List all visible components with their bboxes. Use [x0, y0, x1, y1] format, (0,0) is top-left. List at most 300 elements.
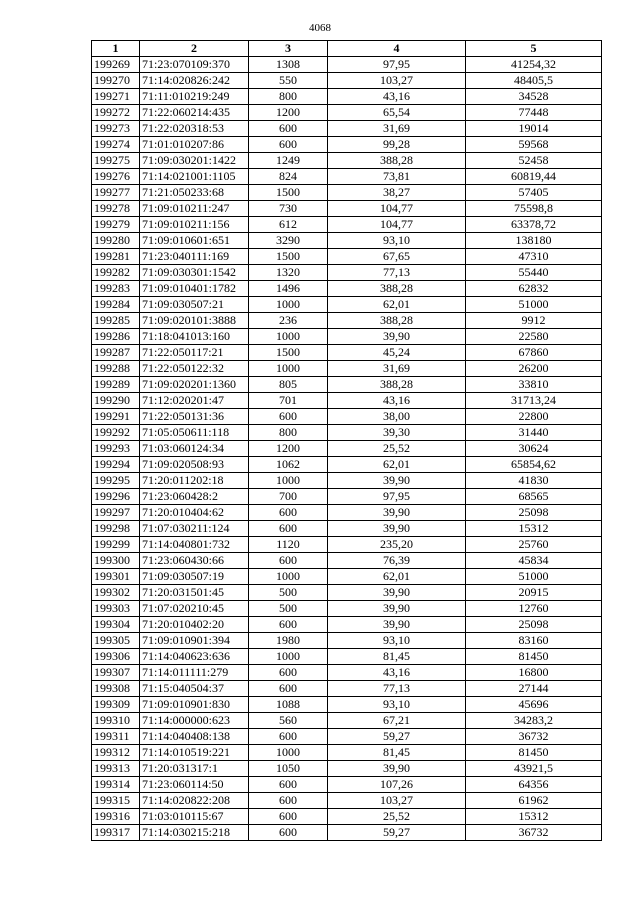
table-cell-col-4: 93,10 [328, 697, 466, 713]
table-cell-col-1: 199291 [92, 409, 140, 425]
table-cell-col-5: 34528 [466, 89, 602, 105]
table-cell-col-3: 1200 [249, 441, 328, 457]
table-cell-col-2: 71:23:070109:370 [140, 57, 249, 73]
table-cell-col-1: 199270 [92, 73, 140, 89]
table-row [92, 185, 602, 201]
table-cell-col-4: 43,16 [328, 665, 466, 681]
table-cell-col-3: 600 [249, 681, 328, 697]
table-cell-col-2: 71:22:050131:36 [140, 409, 249, 425]
table-row [92, 697, 602, 713]
table-cell-col-5: 12760 [466, 601, 602, 617]
table-cell-col-2: 71:01:010207:86 [140, 137, 249, 153]
table-cell-col-2: 71:14:030215:218 [140, 825, 249, 841]
table-cell-col-1: 199310 [92, 713, 140, 729]
table-cell-col-4: 31,69 [328, 361, 466, 377]
table-cell-col-4: 104,77 [328, 201, 466, 217]
table-cell-col-5: 68565 [466, 489, 602, 505]
column-header-1: 1 [92, 41, 140, 57]
table-cell-col-1: 199312 [92, 745, 140, 761]
table-cell-col-1: 199303 [92, 601, 140, 617]
table-cell-col-3: 1980 [249, 633, 328, 649]
table-cell-col-1: 199279 [92, 217, 140, 233]
table-row [92, 713, 602, 729]
table-cell-col-5: 51000 [466, 569, 602, 585]
table-cell-col-2: 71:09:010211:247 [140, 201, 249, 217]
table-cell-col-4: 67,21 [328, 713, 466, 729]
table-cell-col-1: 199314 [92, 777, 140, 793]
table-cell-col-3: 1000 [249, 569, 328, 585]
table-cell-col-5: 67860 [466, 345, 602, 361]
table-cell-col-2: 71:03:060124:34 [140, 441, 249, 457]
table-cell-col-5: 36732 [466, 729, 602, 745]
table-cell-col-3: 600 [249, 809, 328, 825]
table-cell-col-3: 600 [249, 825, 328, 841]
table-cell-col-1: 199288 [92, 361, 140, 377]
table-cell-col-4: 39,90 [328, 505, 466, 521]
table-cell-col-5: 26200 [466, 361, 602, 377]
table-cell-col-1: 199305 [92, 633, 140, 649]
table-cell-col-2: 71:07:030211:124 [140, 521, 249, 537]
table-cell-col-1: 199299 [92, 537, 140, 553]
table-cell-col-5: 15312 [466, 809, 602, 825]
table-cell-col-1: 199271 [92, 89, 140, 105]
table-row [92, 809, 602, 825]
table-cell-col-5: 15312 [466, 521, 602, 537]
table-row [92, 57, 602, 73]
table-row [92, 73, 602, 89]
table-row [92, 585, 602, 601]
table-cell-col-5: 20915 [466, 585, 602, 601]
table-cell-col-2: 71:09:010901:830 [140, 697, 249, 713]
table-cell-col-5: 83160 [466, 633, 602, 649]
table-cell-col-4: 81,45 [328, 649, 466, 665]
table-cell-col-3: 800 [249, 425, 328, 441]
table-cell-col-1: 199293 [92, 441, 140, 457]
table-cell-col-4: 73,81 [328, 169, 466, 185]
table-cell-col-4: 388,28 [328, 153, 466, 169]
table-cell-col-1: 199297 [92, 505, 140, 521]
table-cell-col-1: 199274 [92, 137, 140, 153]
table-cell-col-2: 71:14:020822:208 [140, 793, 249, 809]
table-cell-col-4: 388,28 [328, 281, 466, 297]
table-cell-col-1: 199290 [92, 393, 140, 409]
table-cell-col-4: 388,28 [328, 313, 466, 329]
table-cell-col-3: 1000 [249, 745, 328, 761]
table-cell-col-5: 48405,5 [466, 73, 602, 89]
table-row [92, 537, 602, 553]
table-cell-col-2: 71:22:050122:32 [140, 361, 249, 377]
table-cell-col-2: 71:14:020826:242 [140, 73, 249, 89]
table-cell-col-3: 1000 [249, 329, 328, 345]
table-cell-col-2: 71:22:050117:21 [140, 345, 249, 361]
table-cell-col-1: 199286 [92, 329, 140, 345]
table-cell-col-2: 71:09:030201:1422 [140, 153, 249, 169]
table-cell-col-3: 1050 [249, 761, 328, 777]
table-row [92, 425, 602, 441]
table-cell-col-4: 81,45 [328, 745, 466, 761]
page-number: 4068 [309, 22, 331, 34]
table-row [92, 633, 602, 649]
table-cell-col-4: 31,69 [328, 121, 466, 137]
table-cell-col-4: 45,24 [328, 345, 466, 361]
table-cell-col-5: 34283,2 [466, 713, 602, 729]
table-cell-col-1: 199272 [92, 105, 140, 121]
table-cell-col-3: 1000 [249, 361, 328, 377]
table-cell-col-5: 27144 [466, 681, 602, 697]
table-cell-col-3: 730 [249, 201, 328, 217]
table-cell-col-2: 71:09:020201:1360 [140, 377, 249, 393]
table-cell-col-2: 71:09:020508:93 [140, 457, 249, 473]
table-cell-col-5: 75598,8 [466, 201, 602, 217]
table-cell-col-3: 1496 [249, 281, 328, 297]
table-cell-col-2: 71:09:010401:1782 [140, 281, 249, 297]
table-cell-col-5: 81450 [466, 649, 602, 665]
table-cell-col-2: 71:14:021001:1105 [140, 169, 249, 185]
table-cell-col-1: 199273 [92, 121, 140, 137]
table-cell-col-4: 388,28 [328, 377, 466, 393]
table-cell-col-3: 1500 [249, 185, 328, 201]
table-cell-col-3: 1000 [249, 297, 328, 313]
table-cell-col-3: 1500 [249, 345, 328, 361]
table-row [92, 297, 602, 313]
table-cell-col-1: 199313 [92, 761, 140, 777]
table-cell-col-4: 43,16 [328, 393, 466, 409]
table-cell-col-2: 71:23:060430:66 [140, 553, 249, 569]
table-row [92, 681, 602, 697]
table-row [92, 505, 602, 521]
table-cell-col-4: 39,30 [328, 425, 466, 441]
table-cell-col-4: 99,28 [328, 137, 466, 153]
table-row [92, 441, 602, 457]
table-cell-col-4: 62,01 [328, 457, 466, 473]
table-cell-col-1: 199287 [92, 345, 140, 361]
table-cell-col-3: 600 [249, 777, 328, 793]
table-cell-col-5: 51000 [466, 297, 602, 313]
table-cell-col-1: 199309 [92, 697, 140, 713]
table-cell-col-2: 71:09:030507:21 [140, 297, 249, 313]
table-cell-col-5: 25098 [466, 505, 602, 521]
table-row [92, 153, 602, 169]
table-cell-col-4: 59,27 [328, 729, 466, 745]
table-cell-col-2: 71:03:010115:67 [140, 809, 249, 825]
table-cell-col-5: 22580 [466, 329, 602, 345]
table-row [92, 665, 602, 681]
table-cell-col-4: 97,95 [328, 57, 466, 73]
table-cell-col-4: 76,39 [328, 553, 466, 569]
table-cell-col-5: 64356 [466, 777, 602, 793]
table-cell-col-3: 600 [249, 121, 328, 137]
table-cell-col-1: 199296 [92, 489, 140, 505]
table-cell-col-3: 1308 [249, 57, 328, 73]
table-cell-col-4: 39,90 [328, 601, 466, 617]
table-cell-col-3: 600 [249, 793, 328, 809]
table-cell-col-2: 71:23:060428:2 [140, 489, 249, 505]
table-row [92, 265, 602, 281]
table-cell-col-2: 71:22:060214:435 [140, 105, 249, 121]
table-cell-col-3: 824 [249, 169, 328, 185]
table-row [92, 521, 602, 537]
table-cell-col-3: 1062 [249, 457, 328, 473]
table-cell-col-1: 199300 [92, 553, 140, 569]
table-cell-col-4: 235,20 [328, 537, 466, 553]
table-cell-col-4: 39,90 [328, 761, 466, 777]
table-cell-col-5: 47310 [466, 249, 602, 265]
table-cell-col-2: 71:20:010402:20 [140, 617, 249, 633]
table-cell-col-4: 93,10 [328, 233, 466, 249]
table-row [92, 761, 602, 777]
table-cell-col-5: 62832 [466, 281, 602, 297]
table-cell-col-4: 59,27 [328, 825, 466, 841]
table-cell-col-5: 61962 [466, 793, 602, 809]
table-row [92, 377, 602, 393]
table-cell-col-3: 600 [249, 617, 328, 633]
table-cell-col-2: 71:09:010901:394 [140, 633, 249, 649]
table-cell-col-2: 71:12:020201:47 [140, 393, 249, 409]
table-cell-col-1: 199315 [92, 793, 140, 809]
table-cell-col-3: 3290 [249, 233, 328, 249]
table-row [92, 281, 602, 297]
table-cell-col-3: 550 [249, 73, 328, 89]
table-cell-col-4: 103,27 [328, 793, 466, 809]
table-cell-col-2: 71:15:040504:37 [140, 681, 249, 697]
table-cell-col-1: 199276 [92, 169, 140, 185]
table-row [92, 393, 602, 409]
table-row [92, 457, 602, 473]
table-row [92, 169, 602, 185]
table-cell-col-5: 41830 [466, 473, 602, 489]
table-cell-col-2: 71:07:020210:45 [140, 601, 249, 617]
table-cell-col-1: 199281 [92, 249, 140, 265]
table-cell-col-3: 701 [249, 393, 328, 409]
table-cell-col-4: 97,95 [328, 489, 466, 505]
table-cell-col-5: 22800 [466, 409, 602, 425]
table-cell-col-5: 60819,44 [466, 169, 602, 185]
table-cell-col-1: 199284 [92, 297, 140, 313]
table-row [92, 617, 602, 633]
table-cell-col-2: 71:09:030507:19 [140, 569, 249, 585]
table-cell-col-2: 71:14:040623:636 [140, 649, 249, 665]
table-cell-col-1: 199302 [92, 585, 140, 601]
table-row [92, 89, 602, 105]
table-cell-col-1: 199269 [92, 57, 140, 73]
table-row [92, 777, 602, 793]
table-row [92, 361, 602, 377]
table-cell-col-5: 19014 [466, 121, 602, 137]
column-header-5: 5 [466, 41, 602, 57]
table-cell-col-3: 1120 [249, 537, 328, 553]
column-header-4: 4 [328, 41, 466, 57]
table-row [92, 473, 602, 489]
table-row [92, 569, 602, 585]
table-cell-col-3: 600 [249, 521, 328, 537]
table-cell-col-2: 71:22:020318:53 [140, 121, 249, 137]
table-cell-col-5: 36732 [466, 825, 602, 841]
table-body [92, 57, 602, 841]
table-cell-col-3: 600 [249, 505, 328, 521]
table-cell-col-3: 600 [249, 665, 328, 681]
table-cell-col-4: 104,77 [328, 217, 466, 233]
table-cell-col-1: 199282 [92, 265, 140, 281]
table-cell-col-3: 600 [249, 137, 328, 153]
table-cell-col-1: 199308 [92, 681, 140, 697]
table-cell-col-1: 199292 [92, 425, 140, 441]
table-cell-col-1: 199277 [92, 185, 140, 201]
table-cell-col-2: 71:21:050233:68 [140, 185, 249, 201]
table-cell-col-2: 71:23:040111:169 [140, 249, 249, 265]
table-cell-col-4: 65,54 [328, 105, 466, 121]
table-cell-col-4: 107,26 [328, 777, 466, 793]
table-cell-col-1: 199316 [92, 809, 140, 825]
table-cell-col-5: 16800 [466, 665, 602, 681]
table-cell-col-3: 1200 [249, 105, 328, 121]
table-row [92, 649, 602, 665]
table-row [92, 249, 602, 265]
table-row [92, 745, 602, 761]
table-cell-col-2: 71:18:041013:160 [140, 329, 249, 345]
table-cell-col-1: 199306 [92, 649, 140, 665]
table-cell-col-1: 199294 [92, 457, 140, 473]
table-cell-col-4: 39,90 [328, 521, 466, 537]
table-row [92, 121, 602, 137]
table-cell-col-1: 199298 [92, 521, 140, 537]
table-cell-col-1: 199285 [92, 313, 140, 329]
table-cell-col-5: 45834 [466, 553, 602, 569]
table-cell-col-5: 52458 [466, 153, 602, 169]
table-cell-col-1: 199283 [92, 281, 140, 297]
table-cell-col-3: 700 [249, 489, 328, 505]
table-cell-col-2: 71:11:010219:249 [140, 89, 249, 105]
table-cell-col-2: 71:14:040408:138 [140, 729, 249, 745]
table-cell-col-2: 71:09:010601:651 [140, 233, 249, 249]
table-cell-col-1: 199278 [92, 201, 140, 217]
table-row [92, 233, 602, 249]
table-cell-col-5: 41254,32 [466, 57, 602, 73]
table-cell-col-3: 800 [249, 89, 328, 105]
table-cell-col-3: 500 [249, 601, 328, 617]
table-cell-col-4: 62,01 [328, 569, 466, 585]
table-cell-col-3: 805 [249, 377, 328, 393]
table-cell-col-3: 600 [249, 729, 328, 745]
table-cell-col-5: 31440 [466, 425, 602, 441]
table-cell-col-2: 71:14:011111:279 [140, 665, 249, 681]
table-header-row [92, 41, 602, 57]
table-row [92, 601, 602, 617]
table-cell-col-4: 39,90 [328, 329, 466, 345]
table-cell-col-1: 199304 [92, 617, 140, 633]
table-cell-col-3: 560 [249, 713, 328, 729]
table-cell-col-4: 77,13 [328, 681, 466, 697]
table-cell-col-5: 43921,5 [466, 761, 602, 777]
table-cell-col-5: 57405 [466, 185, 602, 201]
table-cell-col-2: 71:09:010211:156 [140, 217, 249, 233]
table-row [92, 313, 602, 329]
table-cell-col-2: 71:20:031317:1 [140, 761, 249, 777]
table-cell-col-4: 77,13 [328, 265, 466, 281]
table-cell-col-3: 236 [249, 313, 328, 329]
table-cell-col-5: 25760 [466, 537, 602, 553]
table-cell-col-2: 71:09:020101:3888 [140, 313, 249, 329]
column-header-3: 3 [249, 41, 328, 57]
table-cell-col-4: 39,90 [328, 585, 466, 601]
table-cell-col-1: 199317 [92, 825, 140, 841]
table-cell-col-2: 71:14:040801:732 [140, 537, 249, 553]
table-cell-col-3: 1000 [249, 473, 328, 489]
table-cell-col-1: 199311 [92, 729, 140, 745]
table-cell-col-4: 25,52 [328, 809, 466, 825]
table-cell-col-4: 62,01 [328, 297, 466, 313]
table-row [92, 553, 602, 569]
table-row [92, 201, 602, 217]
table-cell-col-5: 9912 [466, 313, 602, 329]
table-cell-col-4: 38,27 [328, 185, 466, 201]
table-cell-col-4: 67,65 [328, 249, 466, 265]
table-row [92, 105, 602, 121]
table-row [92, 137, 602, 153]
table-row [92, 729, 602, 745]
table-cell-col-4: 43,16 [328, 89, 466, 105]
table-cell-col-2: 71:14:010519:221 [140, 745, 249, 761]
table-cell-col-1: 199275 [92, 153, 140, 169]
table-cell-col-4: 39,90 [328, 617, 466, 633]
table-cell-col-4: 93,10 [328, 633, 466, 649]
table-cell-col-5: 63378,72 [466, 217, 602, 233]
table-row [92, 825, 602, 841]
table-cell-col-2: 71:20:010404:62 [140, 505, 249, 521]
table-cell-col-2: 71:05:050611:118 [140, 425, 249, 441]
table-cell-col-5: 25098 [466, 617, 602, 633]
table-row [92, 329, 602, 345]
table-row [92, 489, 602, 505]
table-cell-col-1: 199301 [92, 569, 140, 585]
table-cell-col-3: 600 [249, 409, 328, 425]
table-cell-col-5: 30624 [466, 441, 602, 457]
table-cell-col-3: 1000 [249, 649, 328, 665]
table-row [92, 217, 602, 233]
table-cell-col-3: 500 [249, 585, 328, 601]
table-cell-col-5: 59568 [466, 137, 602, 153]
table-cell-col-2: 71:09:030301:1542 [140, 265, 249, 281]
data-table [91, 40, 602, 841]
table-cell-col-1: 199295 [92, 473, 140, 489]
table-row [92, 793, 602, 809]
table-cell-col-5: 77448 [466, 105, 602, 121]
table-cell-col-4: 103,27 [328, 73, 466, 89]
column-header-2: 2 [140, 41, 249, 57]
table-row [92, 345, 602, 361]
table-cell-col-3: 612 [249, 217, 328, 233]
table-cell-col-2: 71:23:060114:50 [140, 777, 249, 793]
table-cell-col-5: 65854,62 [466, 457, 602, 473]
table-cell-col-2: 71:20:011202:18 [140, 473, 249, 489]
table-cell-col-4: 25,52 [328, 441, 466, 457]
table-cell-col-5: 138180 [466, 233, 602, 249]
table-cell-col-3: 1088 [249, 697, 328, 713]
table-cell-col-4: 38,00 [328, 409, 466, 425]
table-cell-col-1: 199307 [92, 665, 140, 681]
table-cell-col-5: 81450 [466, 745, 602, 761]
table-cell-col-4: 39,90 [328, 473, 466, 489]
table-cell-col-1: 199280 [92, 233, 140, 249]
table-cell-col-2: 71:14:000000:623 [140, 713, 249, 729]
table-cell-col-5: 31713,24 [466, 393, 602, 409]
table-cell-col-3: 1320 [249, 265, 328, 281]
table-cell-col-3: 1500 [249, 249, 328, 265]
table-row [92, 409, 602, 425]
table-cell-col-3: 600 [249, 553, 328, 569]
table-cell-col-5: 55440 [466, 265, 602, 281]
table-cell-col-5: 45696 [466, 697, 602, 713]
table-cell-col-2: 71:20:031501:45 [140, 585, 249, 601]
